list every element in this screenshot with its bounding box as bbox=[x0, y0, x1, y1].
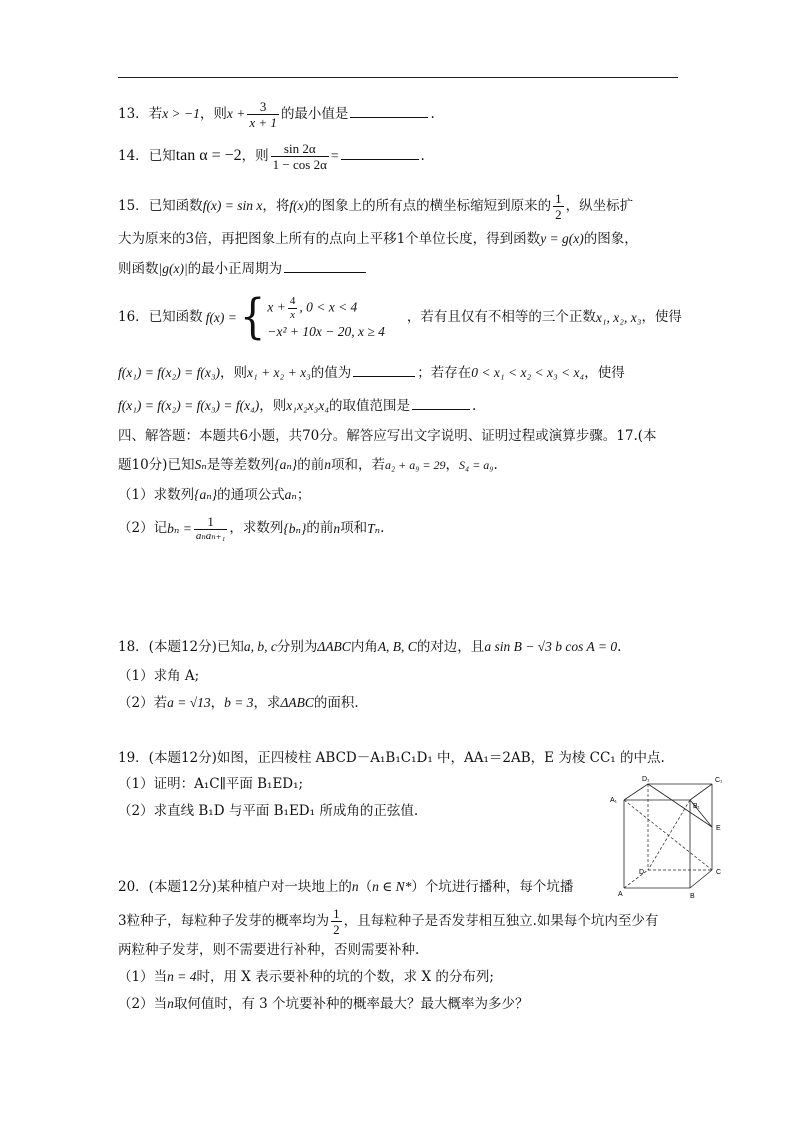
question-15-line-1 bbox=[118, 192, 633, 221]
math-condition: n ∈ N* bbox=[372, 879, 412, 894]
question-17-part-1 bbox=[118, 488, 310, 503]
question-19-line-1 bbox=[118, 752, 665, 766]
question-15-line-3 bbox=[118, 262, 368, 277]
text: 的图象， bbox=[583, 231, 638, 247]
math-var: bₙ = bbox=[167, 520, 192, 536]
text: ， bbox=[210, 695, 225, 711]
fraction bbox=[288, 296, 298, 321]
label-C1: C₁ bbox=[715, 777, 723, 784]
math-function: f(x) = bbox=[205, 309, 237, 325]
question-20-part-1 bbox=[118, 970, 494, 985]
label-E: E bbox=[716, 825, 721, 832]
text: . bbox=[380, 519, 385, 536]
text: ，求 bbox=[253, 695, 281, 711]
question-18-line-1 bbox=[118, 640, 621, 655]
math-function: f(x) = sin x bbox=[202, 198, 263, 213]
question-16-line-1 bbox=[118, 289, 682, 345]
fraction-denominator: 2 bbox=[333, 922, 340, 937]
text: 20．(本题12分)某种植户对一块地上的 bbox=[118, 879, 352, 895]
edge-A1D1 bbox=[624, 784, 648, 800]
math-seq: {aₙ} bbox=[274, 457, 298, 472]
math-condition: tan α = −2 bbox=[175, 147, 242, 164]
piecewise-cases bbox=[267, 296, 385, 339]
text: 的对边，且 bbox=[416, 639, 485, 655]
text: （2）当 bbox=[118, 996, 168, 1012]
math-function: y = g(x) bbox=[540, 231, 584, 246]
question-number: 16． bbox=[118, 308, 149, 325]
edge-BC bbox=[690, 870, 712, 888]
text: . bbox=[420, 148, 425, 164]
answer-blank bbox=[353, 375, 415, 377]
question-17-part-2 bbox=[118, 515, 384, 542]
math-expr: f(x₁) = f(x₂) = f(x₃) bbox=[118, 365, 221, 380]
case-1 bbox=[267, 296, 385, 321]
text: ， bbox=[445, 457, 460, 473]
answer-blank bbox=[284, 271, 366, 273]
fraction-numerator: 4 bbox=[289, 295, 296, 307]
math-expr: n = 4 bbox=[167, 969, 197, 984]
text: ，则 bbox=[220, 365, 248, 381]
fraction-denominator: x bbox=[290, 309, 296, 321]
text: （1）求角 A; bbox=[118, 668, 200, 684]
math-vars: A, B, C bbox=[377, 639, 417, 654]
section-4-line-2 bbox=[118, 458, 498, 473]
math-equation: a sin B − √3 b cos A = 0 bbox=[484, 639, 618, 654]
math-var: Sₙ bbox=[194, 457, 207, 472]
question-number: 13． bbox=[118, 106, 149, 122]
text: 3粒种子，每粒种子发芽的概率均为 bbox=[118, 912, 330, 929]
fraction bbox=[553, 192, 564, 221]
question-16-line-2 bbox=[118, 366, 625, 381]
fraction bbox=[194, 515, 228, 542]
text: （2）记 bbox=[118, 519, 168, 536]
fraction-numerator: sin 2α bbox=[283, 141, 316, 156]
text: （1）求数列 bbox=[118, 487, 195, 503]
label-B: B bbox=[690, 893, 695, 900]
question-13 bbox=[118, 100, 435, 129]
text: . bbox=[430, 106, 435, 122]
text: 已知 bbox=[148, 148, 176, 164]
fraction-denominator: x + 1 bbox=[249, 115, 277, 130]
math-var: n bbox=[167, 996, 174, 1011]
fraction-denominator: 2 bbox=[555, 207, 562, 222]
text: 则函数 bbox=[118, 261, 159, 277]
case-2: −x² + 10x − 20, x ≥ 4 bbox=[267, 324, 385, 339]
question-number: 14． bbox=[118, 148, 149, 164]
text: 的前 bbox=[306, 519, 334, 536]
text: 题10分)已知 bbox=[118, 457, 195, 473]
prism-figure bbox=[604, 774, 726, 906]
section-4-line-1 bbox=[118, 430, 657, 444]
text: ；若存在 bbox=[417, 365, 472, 381]
text: 取何值时，有 3 个坑要补种的概率最大？最大概率为多少？ bbox=[173, 996, 529, 1012]
math-var: n bbox=[351, 879, 359, 894]
fraction bbox=[331, 907, 342, 936]
text: 的面积. bbox=[313, 695, 359, 711]
equals-sign: = bbox=[330, 148, 339, 163]
question-18-part-1 bbox=[118, 670, 199, 684]
math-seq: {bₙ} bbox=[283, 520, 307, 536]
math-condition: x > −1 bbox=[162, 106, 200, 121]
math-expr: , 0 < x < 4 bbox=[299, 299, 358, 315]
text: 已知函数 bbox=[148, 308, 203, 325]
question-15-line-2 bbox=[118, 232, 638, 247]
math-expr: x + bbox=[226, 106, 246, 121]
label-A1: A₁ bbox=[610, 797, 618, 804]
text: ，则 bbox=[259, 398, 287, 414]
edge-AD bbox=[624, 870, 648, 888]
math-expr: x + bbox=[267, 299, 286, 315]
math-expr: x₁x₂x₃x₄ bbox=[286, 398, 330, 413]
math-triangle: ΔABC bbox=[280, 695, 314, 710]
fraction-numerator: 1 bbox=[555, 191, 562, 206]
text: . bbox=[472, 398, 477, 414]
text: ）个坑进行播种，每个坑播 bbox=[411, 879, 574, 895]
edge-C1B1 bbox=[690, 784, 712, 800]
question-20-part-2 bbox=[118, 997, 529, 1012]
text: （1）证明：A₁C∥平面 B₁ED₁; bbox=[118, 776, 304, 792]
math-expr: f(x₁) = f(x₂) = f(x₃) = f(x₄) bbox=[118, 398, 260, 413]
text: 若 bbox=[148, 106, 163, 122]
math-triangle: ΔABC bbox=[317, 639, 351, 654]
fraction bbox=[271, 142, 329, 171]
question-number: 15． bbox=[118, 198, 149, 214]
math-var: n bbox=[333, 520, 341, 536]
label-C: C bbox=[716, 869, 722, 876]
text: ，若有且仅有不相等的三个正数 bbox=[406, 308, 596, 325]
piecewise-function bbox=[239, 289, 385, 345]
text: . bbox=[493, 457, 498, 473]
text: ，则 bbox=[241, 148, 269, 164]
math-condition: a₂ + a₉ = 29 bbox=[384, 458, 446, 472]
text: 的最小值是 bbox=[280, 106, 349, 122]
text: 内角 bbox=[350, 639, 378, 655]
text: 的通项公式 bbox=[217, 487, 285, 503]
math-expr: x₁ + x₂ + x₃ bbox=[247, 365, 311, 380]
math-function: |g(x)| bbox=[158, 261, 188, 276]
question-20-line-2 bbox=[118, 907, 658, 936]
question-19-part-1 bbox=[118, 778, 303, 792]
fraction-denominator: aₙaₙ₊₁ bbox=[195, 530, 226, 542]
header-rule bbox=[118, 77, 678, 78]
line-D1E bbox=[648, 784, 712, 827]
text: 的最小正周期为 bbox=[187, 261, 283, 277]
text: 是等差数列 bbox=[206, 457, 275, 473]
text: 的值为 bbox=[310, 365, 352, 381]
math-condition: S₄ = a₉ bbox=[459, 458, 494, 472]
text: ，使得 bbox=[584, 365, 625, 381]
math-expr: b = 3 bbox=[224, 695, 254, 710]
line-B1D bbox=[648, 800, 690, 870]
label-D1: D₁ bbox=[642, 776, 650, 783]
label-B1: B₁ bbox=[693, 803, 701, 810]
fraction-numerator: 1 bbox=[333, 906, 340, 921]
fraction bbox=[247, 100, 279, 129]
math-var: aₙ bbox=[284, 487, 297, 502]
question-19-part-2 bbox=[118, 805, 418, 819]
text: 的图象上的所有点的横坐标缩短到原来的 bbox=[308, 198, 552, 214]
text: ，使得 bbox=[641, 308, 682, 325]
answer-blank bbox=[412, 408, 470, 410]
text: 19．(本题12分)如图，正四棱柱 ABCD－A₁B₁C₁D₁ 中，AA₁＝2AB，E 为棱 CC₁ 的中点. bbox=[118, 750, 665, 766]
text: ； bbox=[296, 487, 311, 503]
text: 的取值范围是 bbox=[329, 398, 411, 414]
section-heading: 四、解答题：本题共6小题，共70分。解答应写出文字说明、证明过程或演算步骤。17.(本 bbox=[118, 428, 657, 444]
math-vars: x₁, x₂, x₃ bbox=[595, 309, 642, 325]
label-A: A bbox=[618, 891, 623, 898]
math-seq: {aₙ} bbox=[194, 487, 218, 502]
text: 两粒种子发芽，则不需要进行补种，否则需要补种. bbox=[118, 942, 420, 958]
fraction-numerator: 1 bbox=[207, 514, 214, 529]
brace-symbol: { bbox=[239, 289, 266, 345]
math-vars: a, b, c bbox=[243, 639, 277, 654]
question-14 bbox=[118, 142, 425, 171]
math-expr: 0 < x₁ < x₂ < x₃ < x₄ bbox=[471, 365, 585, 380]
math-var: n bbox=[324, 457, 331, 472]
text: ，且每粒种子是否发芽相互独立.如果每个坑内至少有 bbox=[343, 912, 659, 929]
math-var: Tₙ bbox=[367, 520, 381, 536]
question-20-line-1 bbox=[118, 880, 573, 895]
text: 大为原来的3倍，再把图象上所有的点向上平移1个单位长度，得到函数 bbox=[118, 231, 541, 247]
text: 已知函数 bbox=[148, 198, 203, 214]
text: 分别为 bbox=[276, 639, 318, 655]
text: 项和 bbox=[340, 519, 368, 536]
text: ，求数列 bbox=[229, 519, 284, 536]
label-D: D bbox=[639, 869, 645, 876]
text: （2）若 bbox=[118, 695, 168, 711]
math-expr: a = √13 bbox=[167, 695, 211, 710]
question-20-line-3 bbox=[118, 944, 419, 958]
text: （ bbox=[358, 879, 373, 895]
text: ，将 bbox=[262, 198, 290, 214]
text: （1）当 bbox=[118, 969, 168, 985]
text: （2）求直线 B₁D 与平面 B₁ED₁ 所成角的正弦值. bbox=[118, 803, 419, 819]
text: 时，用 X 表示要补种的坑的个数，求 X 的分布列; bbox=[196, 969, 494, 985]
text: . bbox=[617, 639, 622, 655]
fraction-numerator: 3 bbox=[259, 99, 267, 114]
answer-blank bbox=[350, 116, 428, 118]
answer-blank bbox=[341, 158, 419, 160]
fraction-denominator: 1 − cos 2α bbox=[272, 157, 327, 172]
question-16-line-3 bbox=[118, 399, 476, 414]
text: 18．(本题12分)已知 bbox=[118, 639, 244, 655]
text: 项和，若 bbox=[330, 457, 385, 473]
question-18-part-2 bbox=[118, 696, 359, 711]
math-function: f(x) bbox=[289, 198, 309, 213]
text: ，纵坐标扩 bbox=[565, 198, 634, 214]
text: 的前 bbox=[297, 457, 325, 473]
text: ，则 bbox=[199, 106, 227, 122]
